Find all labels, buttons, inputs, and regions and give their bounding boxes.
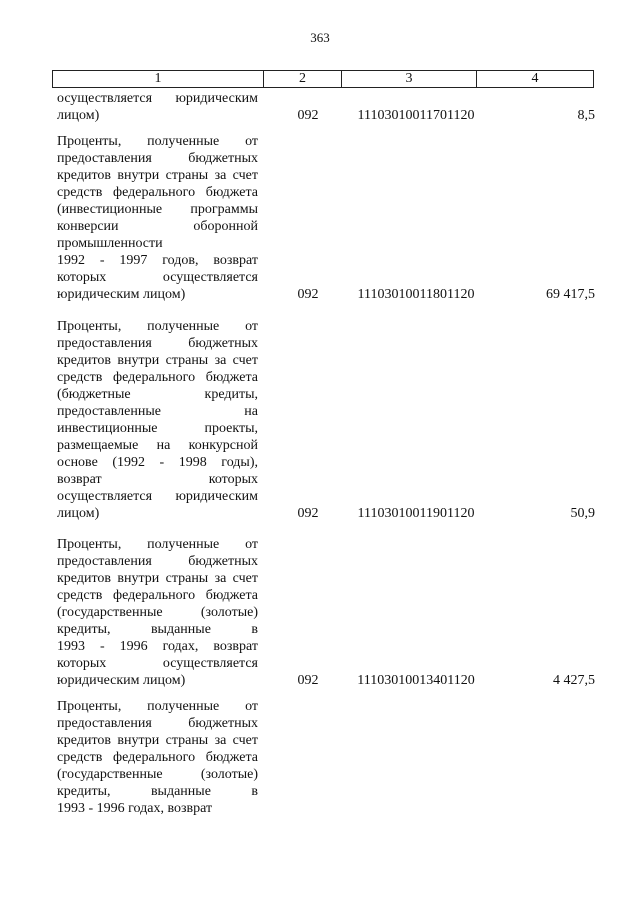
row-code: 092 (297, 287, 319, 302)
description-line: промышленности (57, 236, 163, 251)
description-line: 1993 - 1996 годах, возврат (57, 801, 213, 816)
description-line: юридическим лицом) (57, 673, 186, 688)
description-line: кредитов внутри страны за счет (57, 571, 258, 586)
description-line: средств федерального бюджета (57, 185, 258, 200)
description-line: инвестиционные проекты, (57, 421, 258, 436)
column-header-2: 2 (264, 71, 342, 87)
description-line: (государственные (золотые) (57, 605, 258, 620)
row-amount: 50,9 (570, 506, 595, 521)
column-header-1: 1 (53, 71, 264, 87)
row-kbk: 11103010011801120 (357, 287, 475, 302)
description-line: Проценты, полученные от (57, 134, 258, 149)
description-line: предоставленные на (57, 404, 258, 419)
description-line: Проценты, полученные от (57, 319, 258, 334)
row-kbk: 11103010011901120 (357, 506, 475, 521)
description-line: средств федерального бюджета (57, 588, 258, 603)
description-line: кредитов внутри страны за счет (57, 353, 258, 368)
row-description (57, 133, 258, 303)
description-line: осуществляется юридическим (57, 489, 258, 504)
description-line: предоставления бюджетных (57, 554, 258, 569)
description-line: (бюджетные кредиты, (57, 387, 258, 402)
description-line: (государственные (золотые) (57, 767, 258, 782)
description-line: которых осуществляется (57, 656, 258, 671)
row-description (57, 698, 258, 817)
description-line: юридическим лицом) (57, 287, 186, 302)
description-line: средств федерального бюджета (57, 370, 258, 385)
description-line: средств федерального бюджета (57, 750, 258, 765)
description-line: кредитов внутри страны за счет (57, 168, 258, 183)
row-code: 092 (297, 673, 319, 688)
description-line: 1993 - 1996 годах, возврат (57, 639, 258, 654)
row-amount: 69 417,5 (546, 287, 595, 302)
description-line: которых осуществляется (57, 270, 258, 285)
description-line: предоставления бюджетных (57, 336, 258, 351)
description-line: (инвестиционные программы (57, 202, 258, 217)
description-line: Проценты, полученные от (57, 537, 258, 552)
row-code: 092 (297, 108, 319, 123)
description-line: кредиты, выданные в (57, 622, 258, 637)
description-line: лицом) (57, 108, 100, 123)
description-line: 1992 - 1997 годов, возврат (57, 253, 258, 268)
description-line: предоставления бюджетных (57, 716, 258, 731)
description-line: кредитов внутри страны за счет (57, 733, 258, 748)
column-header-4: 4 (531, 71, 539, 86)
description-line: размещаемые на конкурсной (57, 438, 258, 453)
row-kbk: 11103010011701120 (357, 108, 475, 123)
row-description (57, 90, 258, 124)
row-description (57, 536, 258, 689)
row-amount: 4 427,5 (553, 673, 595, 688)
description-line: возврат которых (57, 472, 258, 487)
description-line: Проценты, полученные от (57, 699, 258, 714)
row-kbk: 11103010013401120 (357, 673, 475, 688)
page-number: 363 (310, 30, 330, 45)
description-line: осуществляется юридическим (57, 91, 258, 106)
description-line: лицом) (57, 506, 100, 521)
description-line: предоставления бюджетных (57, 151, 258, 166)
row-amount: 8,5 (577, 108, 595, 123)
description-line: кредиты, выданные в (57, 784, 258, 799)
table-header (52, 70, 594, 88)
column-header-3: 3 (342, 71, 477, 87)
row-description (57, 318, 258, 522)
row-code: 092 (297, 506, 319, 521)
description-line: основе (1992 - 1998 годы), (57, 455, 258, 470)
description-line: конверсии оборонной (57, 219, 258, 234)
